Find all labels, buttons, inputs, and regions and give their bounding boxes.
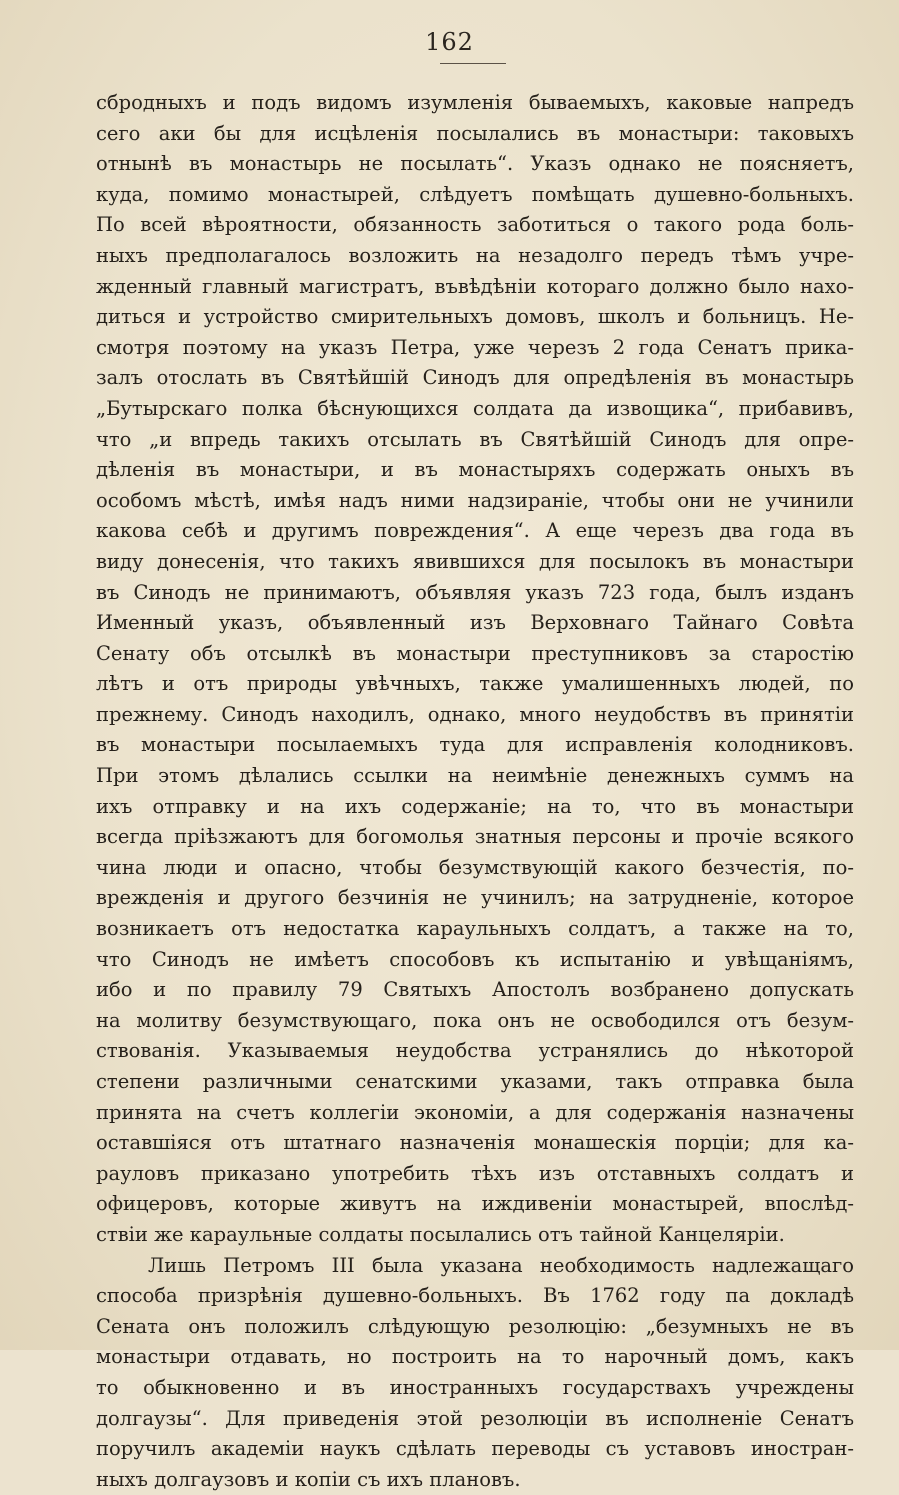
text-line: диться и устройство смирительныхъ домовъ, школъ и больницъ. Не- [96, 305, 854, 329]
text-line: Именный указъ, объявленный изъ Верховнаго Тайнаго Совѣта [96, 611, 854, 635]
text-line: При этомъ дѣлались ссылки на неимѣніе денежныхъ суммъ на [96, 764, 854, 788]
text-line: рауловъ приказано употребить тѣхъ изъ отставныхъ солдатъ и [96, 1161, 854, 1185]
text-line: монастыри отдавать, но построить на то нарочный домъ, какъ [96, 1345, 854, 1369]
text-line: всегда пріѣзжаютъ для богомолья знатныя персоны и прочіе всякого [96, 825, 854, 849]
text-line: сего аки бы для исцѣленія посылались въ монастыри: таковыхъ [96, 121, 854, 145]
text-line: ихъ отправку и на ихъ содержаніе; на то, что въ монастыри [96, 794, 854, 818]
body-text [96, 88, 854, 1495]
text-line: на молитву безумствующаго, пока онъ не освободился отъ безум- [96, 1008, 854, 1032]
text-line: лѣтъ и отъ природы увѣчныхъ, также умалишенныхъ людей, по [96, 672, 854, 696]
text-line: ныхъ долгаузовъ и копіи съ ихъ плановъ. [96, 1467, 521, 1491]
text-line: „Бутырскаго полка бѣснующихся солдата да извощика“, прибавивъ, [96, 396, 854, 420]
text-line: куда, помимо монастырей, слѣдуетъ помѣщать душевно-больныхъ. [96, 182, 854, 206]
text-line: особомъ мѣстѣ, имѣя надъ ними надзираніе, чтобы они не учинили [96, 488, 854, 512]
text-line: залъ отослать въ Святѣйшій Синодъ для опредѣленія въ монастырь [96, 366, 854, 390]
text-line: какова себѣ и другимъ повреждения“. А еще черезъ два года въ [96, 519, 854, 543]
text-line: По всей вѣроятности, обязанность заботиться о такого рода боль- [96, 213, 854, 237]
text-line: Сената онъ положилъ слѣдующую резолюцію: „безумныхъ не въ [96, 1314, 854, 1338]
text-line: ствованія. Указываемыя неудобства устранялись до нѣкоторой [96, 1039, 854, 1063]
text-line: жденный главный магистратъ, въвѣдѣніи котораго должно было нахо- [96, 274, 854, 298]
text-line: долгаузы“. Для приведенія этой резолюціи въ исполненіе Сенатъ [96, 1406, 854, 1430]
text-line: способа призрѣнія душевно-больныхъ. Въ 1762 году па докладѣ [96, 1284, 854, 1308]
text-line: виду донесенія, что такихъ явившихся для посылокъ въ монастыри [96, 549, 854, 573]
text-line: въ Синодъ не принимаютъ, объявляя указъ 723 года, былъ изданъ [96, 580, 854, 604]
text-line: то обыкновенно и въ иностранныхъ государствахъ учреждены [96, 1375, 854, 1399]
text-line: прежнему. Синодъ находилъ, однако, много неудобствъ въ принятіи [96, 702, 854, 726]
text-line: сбродныхъ и подъ видомъ изумленія бываемыхъ, каковые напредъ [96, 91, 854, 114]
text-line: смотря поэтому на указъ Петра, уже черезъ 2 года Сенатъ прика- [96, 335, 854, 359]
text-line: ибо и по правилу 79 Святыхъ Апостолъ возбранено допускать [96, 978, 854, 1002]
text-line: оставшіяся отъ штатнаго назначенія монашескія порціи; для ка- [96, 1131, 854, 1155]
text-line: чина люди и опасно, чтобы безумствующій какого безчестія, по- [96, 855, 854, 879]
page-number: 162 [425, 28, 474, 56]
text-line: что Синодъ не имѣетъ способовъ къ испытанію и увѣщаніямъ, [96, 947, 854, 971]
text-line: принята на счетъ коллегіи экономіи, а для содержанія назначены [96, 1100, 854, 1124]
text-line: ныхъ предполагалось возложить на незадолго передъ тѣмъ учре- [96, 243, 854, 267]
text-line: въ монастыри посылаемыхъ туда для исправленія колодниковъ. [96, 733, 854, 757]
text-line: возникаетъ отъ недостатка караульныхъ солдатъ, а также на то, [96, 917, 854, 941]
text-line: что „и впредь такихъ отсылать въ Святѣйшій Синодъ для опре- [96, 427, 854, 451]
text-line: ствіи же караульные солдаты посылались отъ тайной Канцеляріи. [96, 1222, 785, 1246]
text-line: врежденія и другого безчинія не учинилъ; на затрудненіе, которое [96, 886, 854, 910]
text-line: дѣленія въ монастыри, и въ монастыряхъ содержать оныхъ въ [96, 458, 854, 482]
header-rule [440, 63, 506, 64]
text-line: поручилъ академіи наукъ сдѣлать переводы съ уставовъ иностран- [96, 1437, 854, 1461]
text-line: офицеровъ, которые живутъ на иждивеніи монастырей, впослѣд- [96, 1192, 854, 1216]
text-line: степени различными сенатскими указами, такъ отправка была [96, 1070, 854, 1093]
text-line: Лишь Петромъ III была указана необходимость надлежащаго [148, 1253, 854, 1277]
text-line: Сенату объ отсылкѣ въ монастыри преступниковъ за старостію [96, 641, 854, 665]
text-line: отнынѣ въ монастырь не посылать“. Указъ однако не поясняетъ, [96, 152, 854, 176]
